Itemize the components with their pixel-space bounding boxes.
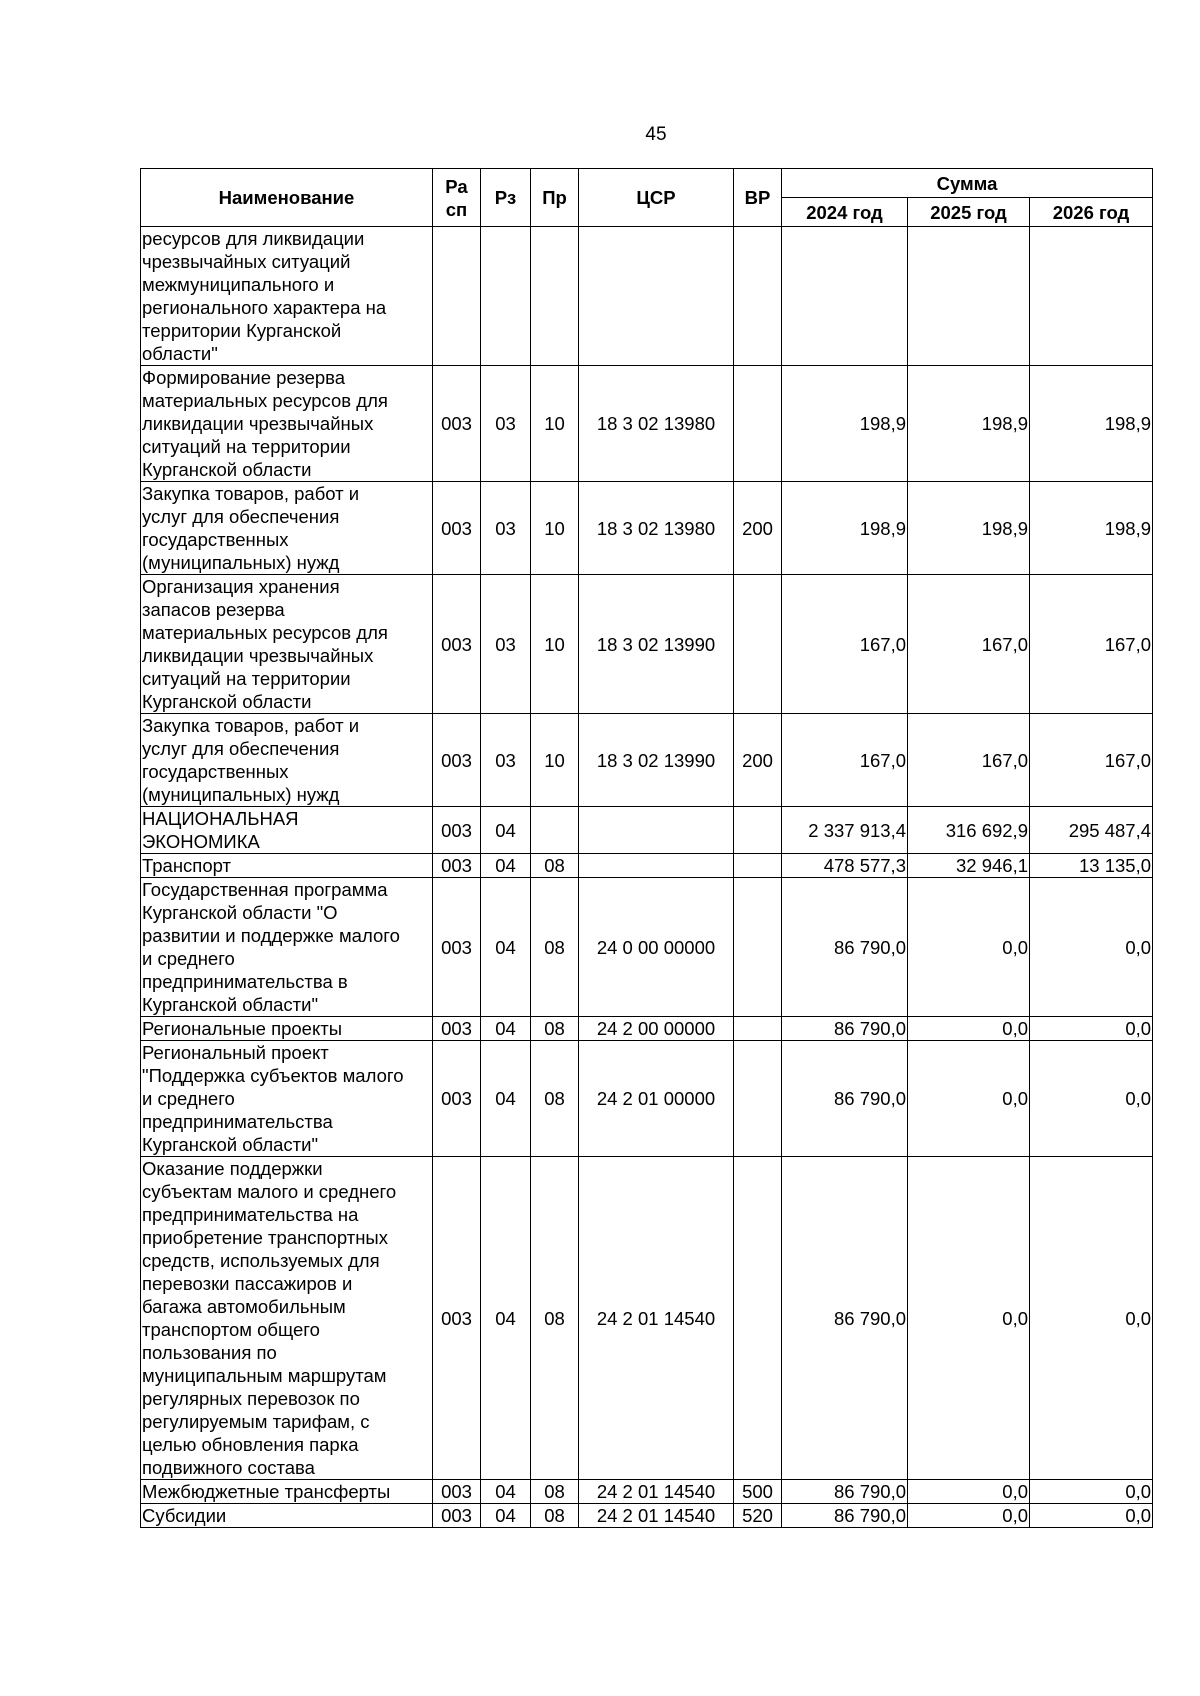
cell-name-line: предпринимательства на — [142, 1204, 359, 1225]
cell-2026: 0,0 — [1030, 1504, 1153, 1528]
cell-csr: 24 2 01 14540 — [579, 1480, 734, 1504]
cell-name-line: Формирование резерва — [142, 367, 346, 388]
cell-pr: 08 — [531, 1041, 579, 1157]
cell-name-line: государственных — [142, 529, 289, 550]
cell-csr: 24 2 01 00000 — [579, 1041, 734, 1157]
cell-name-line: Организация хранения — [142, 576, 340, 597]
cell-name-line: подвижного состава — [142, 1457, 315, 1478]
cell-2024: 86 790,0 — [782, 1504, 908, 1528]
cell-name-line: регулируемым тарифам, с — [142, 1411, 370, 1432]
header-2024: 2024 год — [782, 198, 908, 227]
cell-name-line: территории Курганской — [142, 320, 342, 341]
cell-vr — [734, 1017, 782, 1041]
cell-rz: 04 — [481, 854, 531, 878]
cell-2026: 0,0 — [1030, 1041, 1153, 1157]
cell-name-line: пользования по — [142, 1342, 277, 1363]
table-row — [141, 878, 1153, 1017]
cell-name-line: НАЦИОНАЛЬНАЯ — [142, 808, 299, 829]
cell-name-line: области" — [142, 343, 218, 364]
cell-vr: 500 — [734, 1480, 782, 1504]
header-rz: Рз — [481, 169, 531, 227]
cell-pr: 08 — [531, 1157, 579, 1480]
table-row — [141, 854, 1153, 878]
cell-pr: 08 — [531, 1017, 579, 1041]
cell-name-line: ликвидации чрезвычайных — [142, 645, 374, 666]
cell-name-line: ЭКОНОМИКА — [142, 831, 260, 852]
cell-2025: 0,0 — [908, 1041, 1030, 1157]
cell-name-line: ситуаций на территории — [142, 436, 351, 457]
cell-name — [141, 714, 433, 807]
cell-2024: 2 337 913,4 — [782, 807, 908, 854]
cell-name-line: Транспорт — [142, 855, 231, 876]
cell-pr: 10 — [531, 482, 579, 575]
cell-2024: 198,9 — [782, 366, 908, 482]
cell-rasp: 003 — [433, 1157, 481, 1480]
header-pr: Пр — [531, 169, 579, 227]
cell-2026: 295 487,4 — [1030, 807, 1153, 854]
cell-csr: 18 3 02 13990 — [579, 714, 734, 807]
cell-name-line: и среднего — [142, 1088, 235, 1109]
cell-name-line: запасов резерва — [142, 599, 285, 620]
table-row — [141, 1157, 1153, 1480]
cell-name-line: ситуаций на территории — [142, 668, 351, 689]
header-rasp — [433, 169, 481, 227]
cell-2025: 198,9 — [908, 482, 1030, 575]
cell-2026 — [1030, 227, 1153, 366]
cell-vr: 520 — [734, 1504, 782, 1528]
header-csr: ЦСР — [579, 169, 734, 227]
cell-2025: 0,0 — [908, 1157, 1030, 1480]
cell-name-line: регионального характера на — [142, 297, 387, 318]
table-body — [141, 227, 1153, 1528]
header-name: Наименование — [141, 169, 433, 227]
cell-2026: 0,0 — [1030, 1480, 1153, 1504]
cell-csr: 24 2 01 14540 — [579, 1157, 734, 1480]
header-vr: ВР — [734, 169, 782, 227]
cell-2024 — [782, 227, 908, 366]
cell-2026: 0,0 — [1030, 1157, 1153, 1480]
cell-rz: 04 — [481, 1157, 531, 1480]
cell-name-line: целью обновления парка — [142, 1434, 359, 1455]
cell-rz: 03 — [481, 482, 531, 575]
table-header-row — [141, 169, 1153, 198]
cell-vr — [734, 575, 782, 714]
cell-name-line: Курганской области — [142, 691, 312, 712]
cell-name-line: чрезвычайных ситуаций — [142, 251, 351, 272]
cell-2026: 0,0 — [1030, 878, 1153, 1017]
cell-rz: 04 — [481, 1504, 531, 1528]
cell-pr — [531, 807, 579, 854]
cell-name — [141, 482, 433, 575]
cell-name-line: багажа автомобильным — [142, 1296, 346, 1317]
cell-pr: 08 — [531, 878, 579, 1017]
cell-2025 — [908, 227, 1030, 366]
cell-name — [141, 1480, 433, 1504]
cell-name-line: государственных — [142, 761, 289, 782]
cell-2025: 198,9 — [908, 366, 1030, 482]
cell-vr — [734, 366, 782, 482]
cell-2026: 167,0 — [1030, 575, 1153, 714]
cell-name — [141, 878, 433, 1017]
cell-vr — [734, 807, 782, 854]
cell-name-line: Курганской области" — [142, 1134, 319, 1155]
table-row — [141, 1041, 1153, 1157]
table-row — [141, 366, 1153, 482]
cell-2024: 167,0 — [782, 714, 908, 807]
cell-vr — [734, 227, 782, 366]
cell-2024: 478 577,3 — [782, 854, 908, 878]
cell-2024: 167,0 — [782, 575, 908, 714]
cell-2026: 0,0 — [1030, 1017, 1153, 1041]
cell-name-line: (муниципальных) нужд — [142, 784, 340, 805]
header-rasp-line2: сп — [445, 198, 468, 220]
cell-name-line: Курганской области "О — [142, 902, 338, 923]
header-2026: 2026 год — [1030, 198, 1153, 227]
cell-2024: 86 790,0 — [782, 1480, 908, 1504]
cell-pr: 10 — [531, 366, 579, 482]
cell-pr — [531, 227, 579, 366]
cell-name-line: и среднего — [142, 948, 235, 969]
cell-rz: 04 — [481, 1480, 531, 1504]
cell-name-line: (муниципальных) нужд — [142, 552, 340, 573]
cell-2026: 198,9 — [1030, 366, 1153, 482]
cell-vr: 200 — [734, 482, 782, 575]
cell-name-line: развитии и поддержке малого — [142, 925, 400, 946]
cell-name-line: Межбюджетные трансферты — [142, 1481, 391, 1502]
cell-2024: 86 790,0 — [782, 1017, 908, 1041]
cell-name — [141, 1041, 433, 1157]
cell-name-line: материальных ресурсов для — [142, 390, 388, 411]
cell-rasp: 003 — [433, 807, 481, 854]
cell-csr: 24 2 00 00000 — [579, 1017, 734, 1041]
cell-name-line: средств, используемых для — [142, 1250, 380, 1271]
cell-rasp: 003 — [433, 1041, 481, 1157]
cell-2025: 0,0 — [908, 1504, 1030, 1528]
cell-vr — [734, 878, 782, 1017]
cell-2024: 86 790,0 — [782, 1157, 908, 1480]
cell-pr: 08 — [531, 1504, 579, 1528]
cell-2026: 198,9 — [1030, 482, 1153, 575]
cell-name-line: материальных ресурсов для — [142, 622, 388, 643]
cell-name-line: муниципальным маршрутам — [142, 1365, 387, 1386]
cell-rasp: 003 — [433, 854, 481, 878]
cell-2025: 0,0 — [908, 1480, 1030, 1504]
table-row — [141, 1017, 1153, 1041]
budget-table — [140, 168, 1153, 1528]
cell-rasp: 003 — [433, 1480, 481, 1504]
cell-pr: 10 — [531, 575, 579, 714]
cell-rasp: 003 — [433, 575, 481, 714]
table-row — [141, 1480, 1153, 1504]
cell-csr — [579, 807, 734, 854]
cell-name-line: Региональный проект — [142, 1042, 329, 1063]
cell-csr: 18 3 02 13980 — [579, 366, 734, 482]
cell-csr — [579, 854, 734, 878]
cell-csr: 24 2 01 14540 — [579, 1504, 734, 1528]
cell-name-line: услуг для обеспечения — [142, 506, 340, 527]
table-row — [141, 227, 1153, 366]
cell-name-line: межмуниципального и — [142, 274, 335, 295]
cell-name-line: регулярных перевозок по — [142, 1388, 360, 1409]
cell-name-line: "Поддержка субъектов малого — [142, 1065, 404, 1086]
cell-rz — [481, 227, 531, 366]
cell-name-line: ресурсов для ликвидации — [142, 228, 365, 249]
cell-rasp: 003 — [433, 482, 481, 575]
table-row — [141, 714, 1153, 807]
cell-csr — [579, 227, 734, 366]
cell-name-line: Государственная программа — [142, 879, 388, 900]
cell-name-line: перевозки пассажиров и — [142, 1273, 353, 1294]
cell-2026: 167,0 — [1030, 714, 1153, 807]
cell-name — [141, 854, 433, 878]
cell-name-line: услуг для обеспечения — [142, 738, 340, 759]
cell-pr: 10 — [531, 714, 579, 807]
cell-2026: 13 135,0 — [1030, 854, 1153, 878]
cell-vr — [734, 1157, 782, 1480]
cell-name — [141, 1157, 433, 1480]
cell-name-line: Субсидии — [142, 1505, 227, 1526]
cell-name-line: Закупка товаров, работ и — [142, 483, 360, 504]
table-row — [141, 1504, 1153, 1528]
cell-name-line: приобретение транспортных — [142, 1227, 388, 1248]
cell-name — [141, 807, 433, 854]
cell-rz: 04 — [481, 807, 531, 854]
cell-2025: 0,0 — [908, 1017, 1030, 1041]
page-number: 45 — [645, 124, 667, 145]
table-row — [141, 482, 1153, 575]
cell-name — [141, 575, 433, 714]
header-sum: Сумма — [782, 169, 1153, 198]
cell-vr — [734, 1041, 782, 1157]
cell-2025: 32 946,1 — [908, 854, 1030, 878]
cell-rasp: 003 — [433, 714, 481, 807]
cell-name — [141, 1017, 433, 1041]
cell-2025: 167,0 — [908, 714, 1030, 807]
cell-rasp — [433, 227, 481, 366]
table-row — [141, 575, 1153, 714]
cell-rz: 04 — [481, 878, 531, 1017]
cell-csr: 18 3 02 13980 — [579, 482, 734, 575]
cell-name-line: Курганской области — [142, 459, 312, 480]
cell-name-line: предпринимательства — [142, 1111, 333, 1132]
cell-2024: 86 790,0 — [782, 878, 908, 1017]
header-2025: 2025 год — [908, 198, 1030, 227]
cell-2025: 0,0 — [908, 878, 1030, 1017]
cell-rasp: 003 — [433, 1504, 481, 1528]
cell-rz: 03 — [481, 575, 531, 714]
cell-name-line: Региональные проекты — [142, 1018, 343, 1039]
cell-name-line: Курганской области" — [142, 994, 319, 1015]
cell-rz: 03 — [481, 366, 531, 482]
cell-name-line: предпринимательства в — [142, 971, 348, 992]
cell-2025: 167,0 — [908, 575, 1030, 714]
cell-name-line: ликвидации чрезвычайных — [142, 413, 374, 434]
cell-pr: 08 — [531, 854, 579, 878]
cell-csr: 24 0 00 00000 — [579, 878, 734, 1017]
cell-rz: 03 — [481, 714, 531, 807]
cell-name — [141, 227, 433, 366]
cell-rz: 04 — [481, 1041, 531, 1157]
cell-name — [141, 366, 433, 482]
cell-2024: 198,9 — [782, 482, 908, 575]
cell-name-line: Оказание поддержки — [142, 1158, 323, 1179]
cell-name — [141, 1504, 433, 1528]
header-rasp-line1: Ра — [445, 175, 468, 197]
cell-rasp: 003 — [433, 366, 481, 482]
table-row — [141, 807, 1153, 854]
cell-pr: 08 — [531, 1480, 579, 1504]
cell-rasp: 003 — [433, 1017, 481, 1041]
cell-2025: 316 692,9 — [908, 807, 1030, 854]
cell-csr: 18 3 02 13990 — [579, 575, 734, 714]
cell-name-line: субъектам малого и среднего — [142, 1181, 397, 1202]
cell-2024: 86 790,0 — [782, 1041, 908, 1157]
cell-name-line: транспортом общего — [142, 1319, 320, 1340]
cell-vr — [734, 854, 782, 878]
cell-vr: 200 — [734, 714, 782, 807]
cell-name-line: Закупка товаров, работ и — [142, 715, 360, 736]
cell-rz: 04 — [481, 1017, 531, 1041]
cell-rasp: 003 — [433, 878, 481, 1017]
